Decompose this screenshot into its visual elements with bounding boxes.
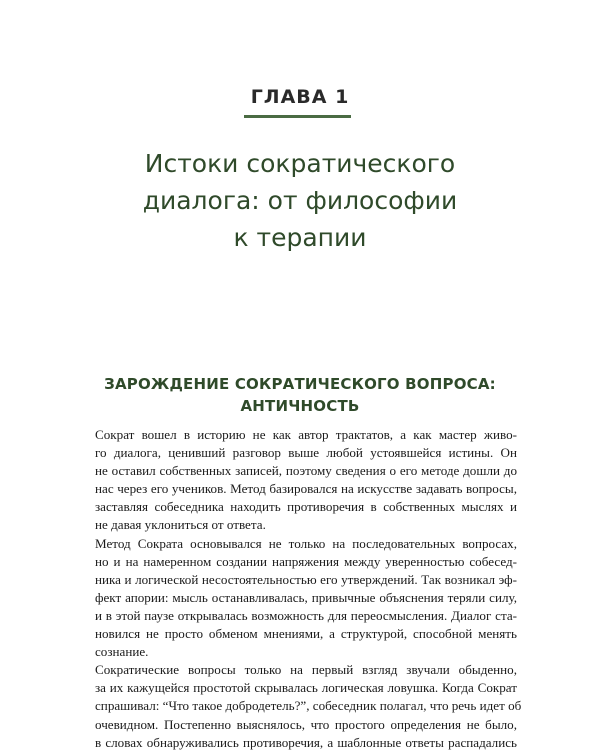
text-line: за их кажущейся простотой скрывалась логическая ловушка. Когда Сократ	[95, 680, 517, 696]
text-line: Метод Сократа основывался не только на последовательных вопросах,	[95, 535, 517, 551]
chapter-underline	[244, 115, 351, 118]
chapter-label: ГЛАВА 1	[250, 86, 350, 108]
text-line: очевидном. Постепенно выяснялось, что простого определения не было,	[95, 716, 517, 732]
text-line: Сократ вошел в историю не как автор трактатов, а как мастер живо-	[95, 427, 517, 442]
text-line: го диалога, ценивший разговор выше любой устоявшейся истины. Он	[95, 445, 517, 461]
text-line: но и на намеренном создании напряжения между уверенностью собесед-	[95, 553, 517, 569]
paragraph	[77, 426, 517, 535]
text-line: ника и логической несостоятельностью его утверждений. Так возникал эф-	[95, 571, 517, 587]
section-heading	[0, 373, 600, 417]
section-heading-line: АНТИЧНОСТЬ	[240, 397, 360, 415]
text-line: не оставил собственных записей, поэтому сведения о его методе дошли до	[95, 463, 517, 479]
text-line: Сократические вопросы только на первый взгляд звучали обыденно,	[95, 662, 517, 678]
chapter-title-line: к терапии	[233, 223, 367, 252]
text-line: фект апории: мысль останавливалась, привычные объяснения теряли силу,	[95, 589, 517, 605]
text-line: заставляя собеседника находить противоречия в собственных мыслях и	[95, 499, 517, 515]
text-line: сознание.	[95, 644, 149, 660]
paragraph	[77, 661, 522, 751]
text-line: спрашивал: “Что такое добродетель?”, собеседник полагал, что речь идет об	[95, 698, 522, 714]
body-text	[77, 426, 522, 752]
section-heading-line: ЗАРОЖДЕНИЕ СОКРАТИЧЕСКОГО ВОПРОСА:	[104, 375, 496, 393]
text-line: в словах обнаруживались противоречия, а шаблонные ответы распадались	[95, 734, 517, 750]
paragraph	[77, 535, 517, 662]
text-line: нас через его учеников. Метод базировался на искусстве задавать вопросы,	[95, 481, 517, 497]
text-line: не давая уклониться от ответа.	[95, 517, 266, 533]
text-line: новился не просто обменом мнениями, а структурой, способной менять	[95, 626, 517, 642]
chapter-title	[0, 145, 600, 256]
text-line: и в этой паузе открывалась возможность для переосмысления. Диалог ста-	[95, 607, 517, 623]
chapter-title-line: Истоки сократического	[144, 149, 456, 178]
chapter-title-line: диалога: от философии	[142, 186, 458, 215]
